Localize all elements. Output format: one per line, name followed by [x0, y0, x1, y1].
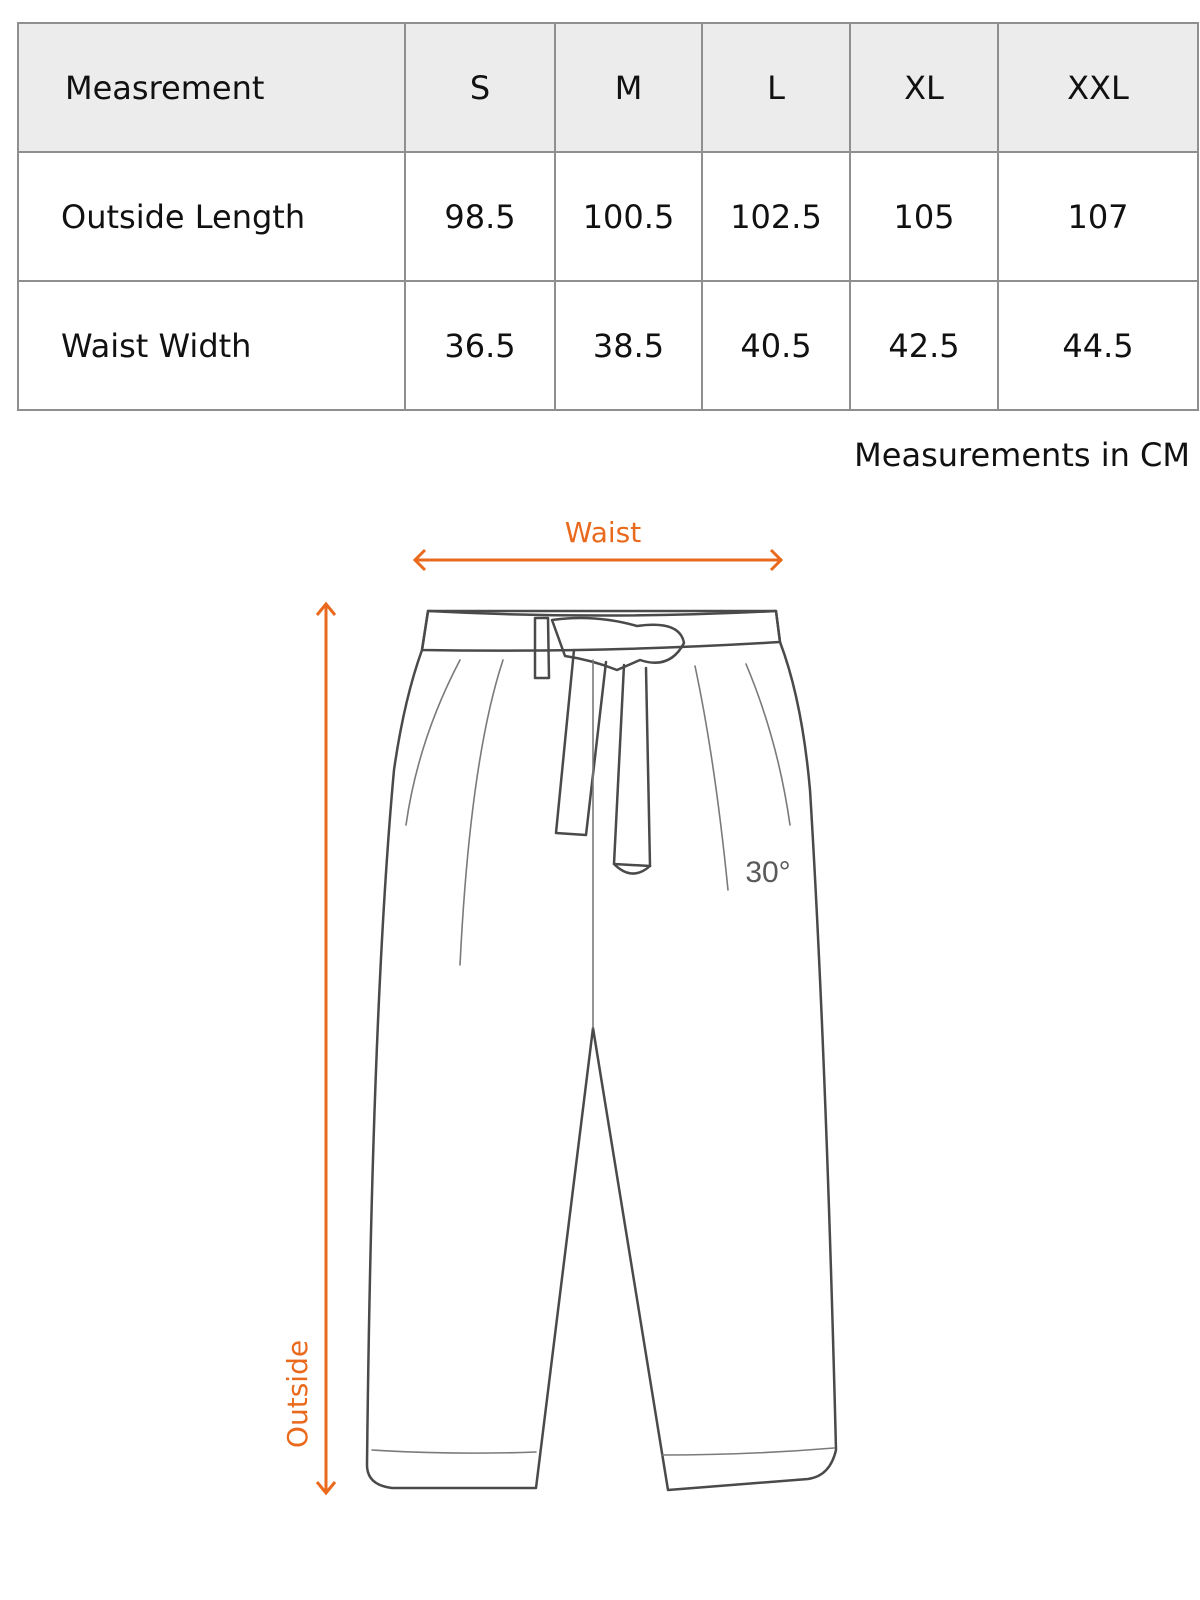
- pleat-left-outer: [406, 660, 460, 825]
- row-label-waist-width: Waist Width: [18, 281, 405, 410]
- pleat-right-outer: [746, 664, 790, 825]
- pleat-right-inner: [695, 666, 728, 890]
- table-cell: 100.5: [555, 152, 702, 281]
- table-cell: 105: [850, 152, 998, 281]
- header-size-xxl: XXL: [998, 23, 1198, 152]
- waistband: [422, 611, 780, 651]
- units-note: Measurements in CM: [854, 436, 1190, 474]
- table-cell: 98.5: [405, 152, 555, 281]
- header-size-xl: XL: [850, 23, 998, 152]
- belt-tail-left: [556, 650, 606, 835]
- waist-arrow: [415, 550, 781, 570]
- table-cell: 38.5: [555, 281, 702, 410]
- header-size-l: L: [702, 23, 850, 152]
- table-cell: 102.5: [702, 152, 850, 281]
- header-size-s: S: [405, 23, 555, 152]
- header-measurement-label: Measrement: [18, 23, 405, 152]
- table-cell: 36.5: [405, 281, 555, 410]
- table-cell: 42.5: [850, 281, 998, 410]
- waist-label: Waist: [564, 516, 642, 549]
- hem-right: [662, 1448, 834, 1455]
- pants-body-outline: [367, 611, 836, 1490]
- row-label-outside-length: Outside Length: [18, 152, 405, 281]
- belt-tail-right: [614, 665, 650, 866]
- header-size-m: M: [555, 23, 702, 152]
- pleat-left-inner: [460, 660, 503, 965]
- outside-label: Outside: [281, 1339, 314, 1449]
- table-cell: 40.5: [702, 281, 850, 410]
- outside-length-arrow: [317, 604, 335, 1493]
- table-cell: 107: [998, 152, 1198, 281]
- belt-loop-left: [535, 618, 549, 678]
- hem-left: [372, 1450, 536, 1453]
- size-tag-label: 30°: [745, 856, 791, 889]
- table-cell: 44.5: [998, 281, 1198, 410]
- pants-sketch: [367, 611, 836, 1490]
